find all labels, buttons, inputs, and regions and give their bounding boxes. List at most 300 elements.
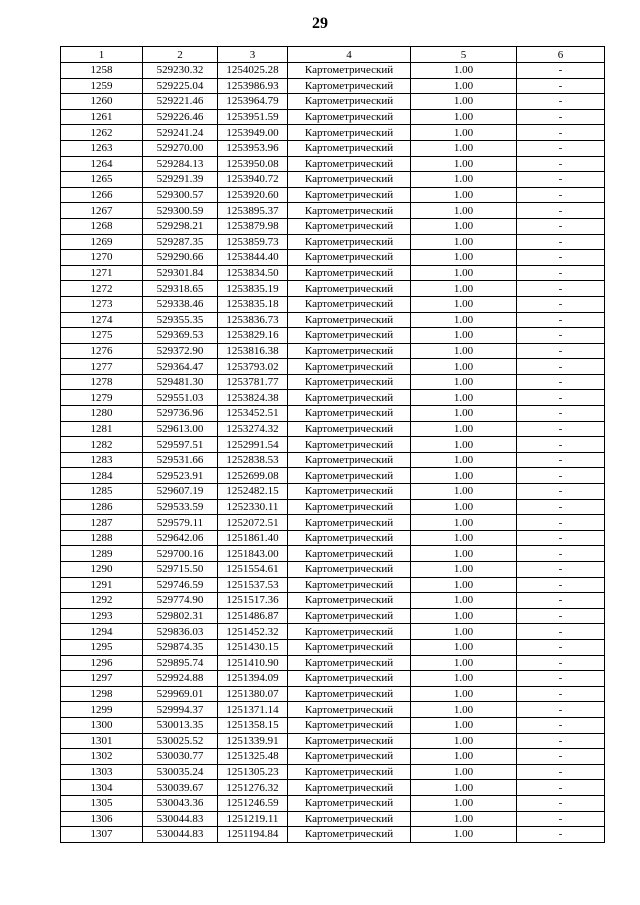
method-cell: Картометрический [288, 733, 411, 749]
accuracy-cell: 1.00 [411, 593, 517, 609]
point-number-cell: 1298 [61, 686, 143, 702]
note-cell: - [517, 140, 605, 156]
table-row [61, 546, 605, 562]
x-coordinate-cell: 529301.84 [143, 265, 218, 281]
accuracy-cell: 1.00 [411, 764, 517, 780]
method-cell: Картометрический [288, 187, 411, 203]
method-cell: Картометрический [288, 546, 411, 562]
method-cell: Картометрический [288, 624, 411, 640]
note-cell: - [517, 343, 605, 359]
accuracy-cell: 1.00 [411, 234, 517, 250]
table-row [61, 78, 605, 94]
method-cell: Картометрический [288, 218, 411, 234]
x-coordinate-cell: 529533.59 [143, 499, 218, 515]
x-coordinate-cell: 529270.00 [143, 140, 218, 156]
method-cell: Картометрический [288, 234, 411, 250]
note-cell: - [517, 172, 605, 188]
column-header: 3 [218, 47, 288, 63]
table-row [61, 717, 605, 733]
accuracy-cell: 1.00 [411, 172, 517, 188]
accuracy-cell: 1.00 [411, 639, 517, 655]
point-number-cell: 1307 [61, 827, 143, 843]
method-cell: Картометрический [288, 468, 411, 484]
method-cell: Картометрический [288, 452, 411, 468]
point-number-cell: 1289 [61, 546, 143, 562]
table-row [61, 780, 605, 796]
point-number-cell: 1294 [61, 624, 143, 640]
note-cell: - [517, 281, 605, 297]
table-row [61, 733, 605, 749]
point-number-cell: 1265 [61, 172, 143, 188]
note-cell: - [517, 452, 605, 468]
x-coordinate-cell: 529774.90 [143, 593, 218, 609]
x-coordinate-cell: 529895.74 [143, 655, 218, 671]
point-number-cell: 1300 [61, 717, 143, 733]
x-coordinate-cell: 529230.32 [143, 63, 218, 79]
accuracy-cell: 1.00 [411, 717, 517, 733]
table-row [61, 281, 605, 297]
x-coordinate-cell: 529355.35 [143, 312, 218, 328]
point-number-cell: 1268 [61, 218, 143, 234]
point-number-cell: 1279 [61, 390, 143, 406]
y-coordinate-cell: 1253895.37 [218, 203, 288, 219]
y-coordinate-cell: 1251452.32 [218, 624, 288, 640]
table-row [61, 655, 605, 671]
x-coordinate-cell: 529221.46 [143, 94, 218, 110]
point-number-cell: 1304 [61, 780, 143, 796]
y-coordinate-cell: 1253835.19 [218, 281, 288, 297]
note-cell: - [517, 733, 605, 749]
point-number-cell: 1275 [61, 328, 143, 344]
point-number-cell: 1273 [61, 296, 143, 312]
method-cell: Картометрический [288, 515, 411, 531]
point-number-cell: 1299 [61, 702, 143, 718]
table-row [61, 218, 605, 234]
note-cell: - [517, 546, 605, 562]
table-row [61, 187, 605, 203]
note-cell: - [517, 156, 605, 172]
point-number-cell: 1280 [61, 406, 143, 422]
note-cell: - [517, 562, 605, 578]
y-coordinate-cell: 1251325.48 [218, 749, 288, 765]
note-cell: - [517, 702, 605, 718]
table-row [61, 577, 605, 593]
method-cell: Картометрический [288, 109, 411, 125]
note-cell: - [517, 437, 605, 453]
accuracy-cell: 1.00 [411, 140, 517, 156]
note-cell: - [517, 780, 605, 796]
point-number-cell: 1269 [61, 234, 143, 250]
y-coordinate-cell: 1253920.60 [218, 187, 288, 203]
column-header: 5 [411, 47, 517, 63]
table-row [61, 624, 605, 640]
accuracy-cell: 1.00 [411, 390, 517, 406]
accuracy-cell: 1.00 [411, 312, 517, 328]
table-row [61, 515, 605, 531]
y-coordinate-cell: 1253829.16 [218, 328, 288, 344]
note-cell: - [517, 94, 605, 110]
method-cell: Картометрический [288, 780, 411, 796]
accuracy-cell: 1.00 [411, 577, 517, 593]
accuracy-cell: 1.00 [411, 484, 517, 500]
accuracy-cell: 1.00 [411, 94, 517, 110]
table-row [61, 764, 605, 780]
y-coordinate-cell: 1253953.96 [218, 140, 288, 156]
point-number-cell: 1260 [61, 94, 143, 110]
point-number-cell: 1293 [61, 608, 143, 624]
method-cell: Картометрический [288, 655, 411, 671]
y-coordinate-cell: 1251305.23 [218, 764, 288, 780]
y-coordinate-cell: 1251554.61 [218, 562, 288, 578]
accuracy-cell: 1.00 [411, 795, 517, 811]
method-cell: Картометрический [288, 374, 411, 390]
table-row [61, 203, 605, 219]
table-row [61, 452, 605, 468]
method-cell: Картометрический [288, 296, 411, 312]
y-coordinate-cell: 1252838.53 [218, 452, 288, 468]
accuracy-cell: 1.00 [411, 608, 517, 624]
table-row [61, 530, 605, 546]
x-coordinate-cell: 530044.83 [143, 827, 218, 843]
point-number-cell: 1284 [61, 468, 143, 484]
note-cell: - [517, 686, 605, 702]
table-row [61, 265, 605, 281]
y-coordinate-cell: 1252991.54 [218, 437, 288, 453]
method-cell: Картометрический [288, 562, 411, 578]
y-coordinate-cell: 1251843.00 [218, 546, 288, 562]
accuracy-cell: 1.00 [411, 359, 517, 375]
y-coordinate-cell: 1251380.07 [218, 686, 288, 702]
method-cell: Картометрический [288, 639, 411, 655]
method-cell: Картометрический [288, 140, 411, 156]
point-number-cell: 1264 [61, 156, 143, 172]
accuracy-cell: 1.00 [411, 250, 517, 266]
method-cell: Картометрический [288, 795, 411, 811]
y-coordinate-cell: 1253986.93 [218, 78, 288, 94]
table-row [61, 172, 605, 188]
point-number-cell: 1283 [61, 452, 143, 468]
note-cell: - [517, 421, 605, 437]
accuracy-cell: 1.00 [411, 218, 517, 234]
point-number-cell: 1302 [61, 749, 143, 765]
note-cell: - [517, 218, 605, 234]
accuracy-cell: 1.00 [411, 530, 517, 546]
point-number-cell: 1271 [61, 265, 143, 281]
point-number-cell: 1306 [61, 811, 143, 827]
note-cell: - [517, 374, 605, 390]
accuracy-cell: 1.00 [411, 811, 517, 827]
note-cell: - [517, 484, 605, 500]
table-row [61, 437, 605, 453]
note-cell: - [517, 593, 605, 609]
x-coordinate-cell: 529372.90 [143, 343, 218, 359]
y-coordinate-cell: 1253949.00 [218, 125, 288, 141]
accuracy-cell: 1.00 [411, 281, 517, 297]
point-number-cell: 1259 [61, 78, 143, 94]
y-coordinate-cell: 1253452.51 [218, 406, 288, 422]
accuracy-cell: 1.00 [411, 686, 517, 702]
method-cell: Картометрический [288, 764, 411, 780]
note-cell: - [517, 390, 605, 406]
y-coordinate-cell: 1254025.28 [218, 63, 288, 79]
method-cell: Картометрический [288, 499, 411, 515]
x-coordinate-cell: 529364.47 [143, 359, 218, 375]
x-coordinate-cell: 529226.46 [143, 109, 218, 125]
table-row [61, 593, 605, 609]
x-coordinate-cell: 529874.35 [143, 639, 218, 655]
x-coordinate-cell: 530035.24 [143, 764, 218, 780]
y-coordinate-cell: 1253793.02 [218, 359, 288, 375]
method-cell: Картометрический [288, 172, 411, 188]
x-coordinate-cell: 529481.30 [143, 374, 218, 390]
table-row [61, 359, 605, 375]
note-cell: - [517, 530, 605, 546]
y-coordinate-cell: 1253824.38 [218, 390, 288, 406]
note-cell: - [517, 764, 605, 780]
accuracy-cell: 1.00 [411, 265, 517, 281]
x-coordinate-cell: 529746.59 [143, 577, 218, 593]
x-coordinate-cell: 529300.59 [143, 203, 218, 219]
point-number-cell: 1277 [61, 359, 143, 375]
x-coordinate-cell: 529531.66 [143, 452, 218, 468]
accuracy-cell: 1.00 [411, 374, 517, 390]
y-coordinate-cell: 1253879.98 [218, 218, 288, 234]
y-coordinate-cell: 1253951.59 [218, 109, 288, 125]
table-row [61, 250, 605, 266]
table-body [61, 63, 605, 843]
table-row [61, 702, 605, 718]
accuracy-cell: 1.00 [411, 406, 517, 422]
point-number-cell: 1270 [61, 250, 143, 266]
note-cell: - [517, 250, 605, 266]
y-coordinate-cell: 1253816.38 [218, 343, 288, 359]
x-coordinate-cell: 529318.65 [143, 281, 218, 297]
y-coordinate-cell: 1251517.36 [218, 593, 288, 609]
column-header: 4 [288, 47, 411, 63]
note-cell: - [517, 234, 605, 250]
table-row [61, 639, 605, 655]
point-number-cell: 1278 [61, 374, 143, 390]
method-cell: Картометрический [288, 530, 411, 546]
table-row [61, 140, 605, 156]
accuracy-cell: 1.00 [411, 749, 517, 765]
y-coordinate-cell: 1251394.09 [218, 671, 288, 687]
table-row [61, 343, 605, 359]
note-cell: - [517, 624, 605, 640]
method-cell: Картометрический [288, 203, 411, 219]
x-coordinate-cell: 529284.13 [143, 156, 218, 172]
y-coordinate-cell: 1251246.59 [218, 795, 288, 811]
point-number-cell: 1267 [61, 203, 143, 219]
y-coordinate-cell: 1251371.14 [218, 702, 288, 718]
accuracy-cell: 1.00 [411, 499, 517, 515]
x-coordinate-cell: 529924.88 [143, 671, 218, 687]
table-row [61, 94, 605, 110]
coordinates-table [60, 46, 605, 843]
y-coordinate-cell: 1251861.40 [218, 530, 288, 546]
point-number-cell: 1297 [61, 671, 143, 687]
x-coordinate-cell: 529597.51 [143, 437, 218, 453]
table-row [61, 484, 605, 500]
note-cell: - [517, 203, 605, 219]
x-coordinate-cell: 529338.46 [143, 296, 218, 312]
x-coordinate-cell: 529551.03 [143, 390, 218, 406]
accuracy-cell: 1.00 [411, 546, 517, 562]
note-cell: - [517, 109, 605, 125]
table-row [61, 608, 605, 624]
y-coordinate-cell: 1251194.84 [218, 827, 288, 843]
y-coordinate-cell: 1251339.91 [218, 733, 288, 749]
y-coordinate-cell: 1251276.32 [218, 780, 288, 796]
y-coordinate-cell: 1251219.11 [218, 811, 288, 827]
accuracy-cell: 1.00 [411, 109, 517, 125]
y-coordinate-cell: 1252072.51 [218, 515, 288, 531]
note-cell: - [517, 499, 605, 515]
point-number-cell: 1296 [61, 655, 143, 671]
table-row [61, 234, 605, 250]
note-cell: - [517, 639, 605, 655]
table-row [61, 125, 605, 141]
table-row [61, 374, 605, 390]
x-coordinate-cell: 529607.19 [143, 484, 218, 500]
table-row [61, 390, 605, 406]
method-cell: Картометрический [288, 749, 411, 765]
method-cell: Картометрический [288, 78, 411, 94]
note-cell: - [517, 608, 605, 624]
accuracy-cell: 1.00 [411, 515, 517, 531]
y-coordinate-cell: 1253834.50 [218, 265, 288, 281]
method-cell: Картометрический [288, 312, 411, 328]
table-row [61, 421, 605, 437]
y-coordinate-cell: 1253940.72 [218, 172, 288, 188]
accuracy-cell: 1.00 [411, 125, 517, 141]
y-coordinate-cell: 1251410.90 [218, 655, 288, 671]
x-coordinate-cell: 529369.53 [143, 328, 218, 344]
table-row [61, 63, 605, 79]
x-coordinate-cell: 530013.35 [143, 717, 218, 733]
note-cell: - [517, 63, 605, 79]
y-coordinate-cell: 1253950.08 [218, 156, 288, 172]
point-number-cell: 1266 [61, 187, 143, 203]
method-cell: Картометрический [288, 63, 411, 79]
y-coordinate-cell: 1253274.32 [218, 421, 288, 437]
point-number-cell: 1291 [61, 577, 143, 593]
accuracy-cell: 1.00 [411, 733, 517, 749]
point-number-cell: 1272 [61, 281, 143, 297]
x-coordinate-cell: 529241.24 [143, 125, 218, 141]
point-number-cell: 1258 [61, 63, 143, 79]
point-number-cell: 1305 [61, 795, 143, 811]
method-cell: Картометрический [288, 811, 411, 827]
y-coordinate-cell: 1251430.15 [218, 639, 288, 655]
method-cell: Картометрический [288, 577, 411, 593]
accuracy-cell: 1.00 [411, 187, 517, 203]
note-cell: - [517, 717, 605, 733]
note-cell: - [517, 468, 605, 484]
point-number-cell: 1276 [61, 343, 143, 359]
x-coordinate-cell: 529736.96 [143, 406, 218, 422]
method-cell: Картометрический [288, 484, 411, 500]
x-coordinate-cell: 529579.11 [143, 515, 218, 531]
method-cell: Картометрический [288, 827, 411, 843]
y-coordinate-cell: 1252699.08 [218, 468, 288, 484]
table-row [61, 328, 605, 344]
table-row [61, 749, 605, 765]
note-cell: - [517, 827, 605, 843]
note-cell: - [517, 671, 605, 687]
accuracy-cell: 1.00 [411, 63, 517, 79]
method-cell: Картометрический [288, 265, 411, 281]
table-row [61, 109, 605, 125]
method-cell: Картометрический [288, 671, 411, 687]
accuracy-cell: 1.00 [411, 203, 517, 219]
note-cell: - [517, 125, 605, 141]
method-cell: Картометрический [288, 608, 411, 624]
y-coordinate-cell: 1253859.73 [218, 234, 288, 250]
x-coordinate-cell: 529523.91 [143, 468, 218, 484]
method-cell: Картометрический [288, 125, 411, 141]
method-cell: Картометрический [288, 281, 411, 297]
table-row [61, 671, 605, 687]
x-coordinate-cell: 530043.36 [143, 795, 218, 811]
y-coordinate-cell: 1251537.53 [218, 577, 288, 593]
x-coordinate-cell: 529298.21 [143, 218, 218, 234]
method-cell: Картометрический [288, 593, 411, 609]
table-row [61, 406, 605, 422]
point-number-cell: 1287 [61, 515, 143, 531]
method-cell: Картометрический [288, 94, 411, 110]
table-row [61, 468, 605, 484]
x-coordinate-cell: 529613.00 [143, 421, 218, 437]
note-cell: - [517, 328, 605, 344]
method-cell: Картометрический [288, 156, 411, 172]
x-coordinate-cell: 530039.67 [143, 780, 218, 796]
accuracy-cell: 1.00 [411, 328, 517, 344]
y-coordinate-cell: 1253836.73 [218, 312, 288, 328]
x-coordinate-cell: 529290.66 [143, 250, 218, 266]
method-cell: Картометрический [288, 717, 411, 733]
point-number-cell: 1295 [61, 639, 143, 655]
point-number-cell: 1290 [61, 562, 143, 578]
accuracy-cell: 1.00 [411, 452, 517, 468]
method-cell: Картометрический [288, 359, 411, 375]
accuracy-cell: 1.00 [411, 702, 517, 718]
method-cell: Картометрический [288, 686, 411, 702]
accuracy-cell: 1.00 [411, 671, 517, 687]
x-coordinate-cell: 529300.57 [143, 187, 218, 203]
x-coordinate-cell: 529802.31 [143, 608, 218, 624]
accuracy-cell: 1.00 [411, 780, 517, 796]
note-cell: - [517, 811, 605, 827]
point-number-cell: 1263 [61, 140, 143, 156]
note-cell: - [517, 312, 605, 328]
column-header: 2 [143, 47, 218, 63]
y-coordinate-cell: 1253781.77 [218, 374, 288, 390]
point-number-cell: 1261 [61, 109, 143, 125]
note-cell: - [517, 655, 605, 671]
x-coordinate-cell: 530044.83 [143, 811, 218, 827]
accuracy-cell: 1.00 [411, 421, 517, 437]
table-header-row [61, 47, 605, 63]
y-coordinate-cell: 1253835.18 [218, 296, 288, 312]
y-coordinate-cell: 1253844.40 [218, 250, 288, 266]
x-coordinate-cell: 529291.39 [143, 172, 218, 188]
x-coordinate-cell: 529225.04 [143, 78, 218, 94]
method-cell: Картометрический [288, 343, 411, 359]
point-number-cell: 1285 [61, 484, 143, 500]
table-row [61, 562, 605, 578]
x-coordinate-cell: 529700.16 [143, 546, 218, 562]
